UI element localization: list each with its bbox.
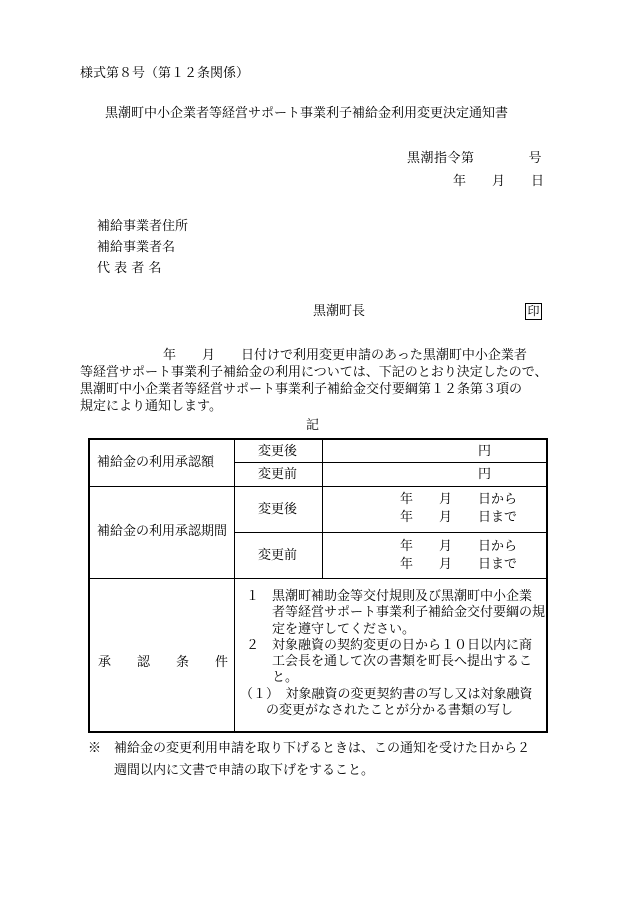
condition-line: １ 黒潮町補助金等交付規則及び黒潮町中小企業 — [246, 589, 533, 604]
period-after-to: 年 月 日まで — [400, 510, 518, 525]
condition-line: 者等経営サポート事業利子補給金交付要綱の規 — [246, 605, 546, 621]
footnote-line: ※ 補給金の変更利用申請を取り下げるときは、この通知を受けた日から２ — [88, 741, 531, 756]
table-divider — [235, 462, 546, 463]
amount-before-label: 変更前 — [258, 467, 298, 482]
period-after-label: 変更後 — [258, 502, 298, 517]
condition-line: ２ 対象融資の契約変更の日から１０日以内に商 — [246, 637, 533, 653]
body-line: 年 月 日付けで利用変更申請のあった黒潮町中小企業者 — [163, 348, 527, 363]
table-divider — [235, 532, 546, 533]
seal-mark: 印 — [525, 303, 542, 320]
period-after-from: 年 月 日から — [400, 492, 518, 507]
amount-after-yen: 円 — [478, 444, 492, 459]
period-before-from: 年 月 日から — [400, 539, 518, 554]
body-line: 黒潮町中小企業者等経営サポート事業利子補給金交付要綱第１２条第３項の — [80, 382, 523, 397]
table-divider — [234, 440, 235, 731]
period-label: 補給金の利用承認期間 — [97, 524, 228, 539]
recipient-name-label: 補給事業者名 — [97, 240, 176, 255]
footnote-line: 週間以内に文書で申請の取下げをすること。 — [88, 763, 375, 778]
condition-line: と。 — [246, 670, 299, 686]
recipient-address-label: 補給事業者住所 — [97, 219, 189, 234]
condition-line: の変更がなされたことが分かる書類の写し — [240, 703, 514, 719]
condition-label: 承 認 条 件 — [98, 655, 229, 670]
amount-before-yen: 円 — [478, 467, 492, 482]
document-number: 黒潮指令第 号 — [407, 151, 543, 166]
form-number: 様式第８号（第１２条関係） — [80, 66, 250, 81]
body-line: 等経営サポート事業利子補給金の利用については、下記のとおり決定したので、 — [80, 365, 548, 380]
footnote — [88, 738, 548, 782]
amount-after-label: 変更後 — [258, 444, 298, 459]
condition-line: 定を遵守してください。 — [246, 621, 416, 637]
issuer-title: 黒潮町長 — [313, 304, 366, 319]
body-line: 規定により通知します。 — [80, 399, 222, 414]
amount-label: 補給金の利用承認額 — [97, 455, 215, 470]
condition-line: （１） 対象融資の変更契約書の写し又は対象融資 — [240, 686, 533, 702]
table-divider — [322, 440, 323, 579]
ki-heading: 記 — [306, 418, 320, 433]
condition-list — [240, 589, 546, 719]
table-divider — [90, 486, 546, 487]
condition-line: 工会長を通して次の書類を町長へ提出するこ — [246, 654, 533, 670]
issue-date: 年 月 日 — [453, 174, 545, 189]
representative-label: 代 表 者 名 — [97, 261, 162, 276]
period-before-to: 年 月 日まで — [400, 557, 518, 572]
notice-body — [80, 347, 550, 415]
document-title: 黒潮町中小企業者等経営サポート事業利子補給金利用変更決定通知書 — [105, 106, 509, 121]
period-before-label: 変更前 — [258, 548, 298, 563]
table-divider — [90, 578, 546, 579]
